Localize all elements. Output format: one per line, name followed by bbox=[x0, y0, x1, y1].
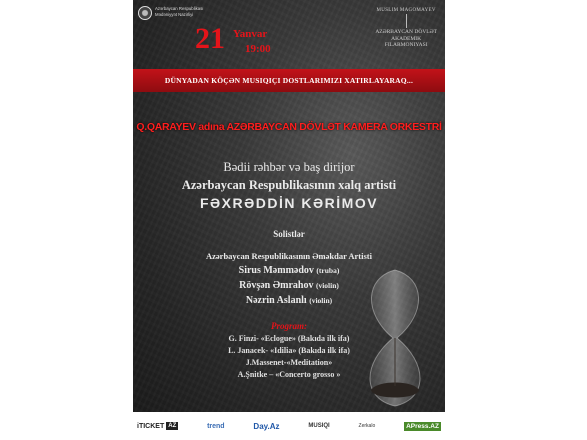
director-name: FƏXRƏDDİN KƏRİMOV bbox=[199, 195, 379, 211]
trend-logo: trend bbox=[207, 422, 225, 430]
date-month: Yanvar bbox=[233, 28, 268, 40]
performer-2-instrument: (violin) bbox=[315, 281, 339, 290]
date-day: 21 bbox=[195, 22, 225, 55]
iticket-az: AZ bbox=[168, 423, 177, 429]
orchestra-name: Q.QARAYEV adına AZƏRBAYCAN DÖVLƏT KAMERA ORKESTRİ bbox=[136, 121, 442, 133]
zerkalo-logo: Zerkalo bbox=[358, 423, 376, 429]
performer-1-name: Sirus Məmmədov bbox=[238, 265, 314, 276]
soloists-heading: Solistlər bbox=[273, 229, 305, 239]
hourglass-icon bbox=[355, 268, 435, 408]
program-item-3: J.Massenet-«Meditation» bbox=[245, 358, 333, 367]
soloists-honor: Azərbaycan Respublikasının Əməkdar Artisti bbox=[206, 251, 372, 261]
column-icon bbox=[406, 14, 407, 28]
program-heading: Program: bbox=[271, 321, 307, 331]
emblem-icon bbox=[138, 6, 152, 20]
iticket-label: iTICKET bbox=[137, 422, 165, 430]
apress-logo: APress.AZ bbox=[406, 422, 439, 430]
concert-poster bbox=[133, 0, 445, 440]
performer-2-name: Rövşən Əmrahov bbox=[239, 280, 314, 291]
program-item-4: A.Şnitke – «Concerto grosso » bbox=[237, 370, 341, 379]
philharmonic-logo bbox=[375, 8, 437, 49]
program-item-2: L. Janacek- «Idilia» (Bakıda ilk ifa) bbox=[228, 346, 350, 355]
philharmonic-line-2: AKADEMIK bbox=[391, 35, 422, 42]
performer-3-name: Nəzrin Aslanlı bbox=[245, 295, 307, 306]
director-title: Azərbaycan Respublikasının xalq artisti bbox=[181, 178, 397, 192]
ministry-line-2: Mədəniyyət Nazirliyi bbox=[155, 11, 194, 17]
philharmonic-top: MUSLIM MAGOMAYEV bbox=[376, 8, 436, 13]
philharmonic-line-1: AZƏRBAYCAN DÖVLƏT bbox=[375, 29, 437, 35]
date-time: 19:00 bbox=[245, 43, 271, 55]
ministry-line-1: Azərbaycan Respublikası bbox=[155, 6, 204, 11]
dayaz-logo: Day.Az bbox=[253, 421, 280, 431]
sponsor-bar bbox=[133, 412, 445, 440]
ministry-logo bbox=[138, 6, 204, 20]
iticket-logo bbox=[137, 422, 178, 430]
performer-1-instrument: (truba) bbox=[316, 266, 340, 275]
musiqi-logo: MUSIQI bbox=[308, 423, 330, 429]
director-role: Bədii rəhbər və baş dirijor bbox=[223, 160, 355, 174]
philharmonic-line-3: FILARMONIYASI bbox=[384, 42, 428, 48]
program-item-1: G. Finzi- «Eclogue» (Bakıda ilk ifa) bbox=[228, 334, 350, 343]
performer-3-instrument: (violin) bbox=[309, 296, 333, 305]
memorial-banner: DÜNYADAN KÖÇƏN MUSIQIÇI DOSTLARIMIZI XATIRLAYARAQ... bbox=[133, 69, 445, 92]
